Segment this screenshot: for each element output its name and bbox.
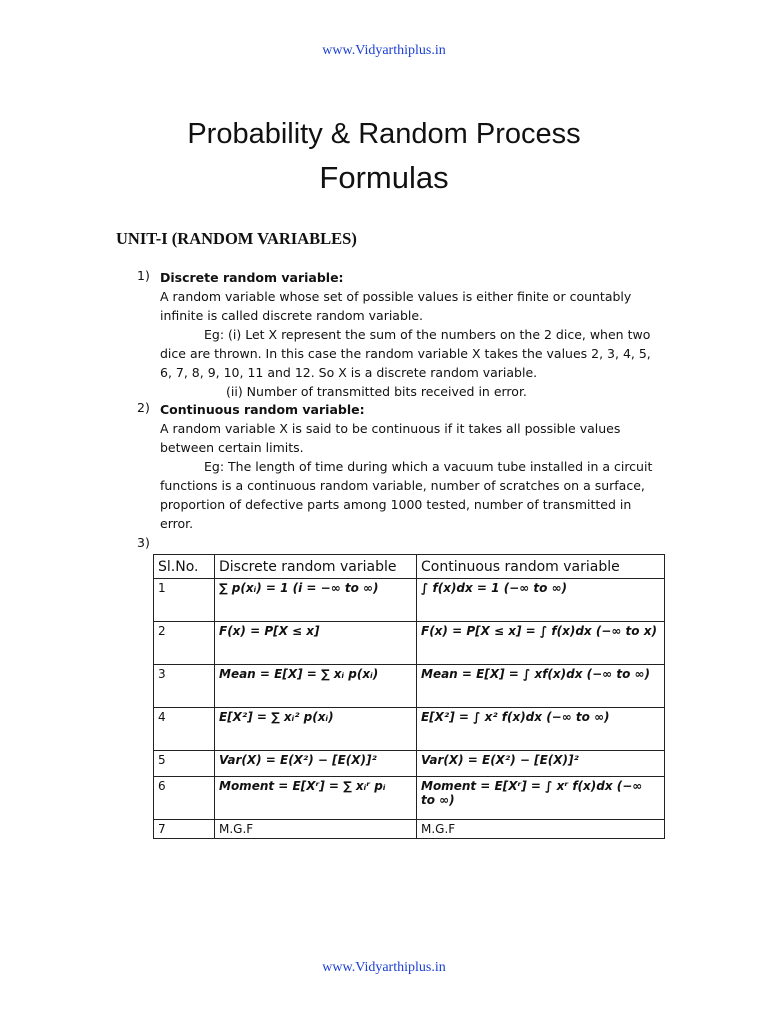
table-row [154, 708, 665, 751]
table-cell-continuous: Mean = E[X] = ∫ xf(x)dx (−∞ to ∞) [417, 665, 665, 708]
table-row [154, 665, 665, 708]
table-header-row [154, 555, 665, 579]
table-cell-continuous: E[X²] = ∫ x² f(x)dx (−∞ to ∞) [417, 708, 665, 751]
table-header: Discrete random variable [215, 555, 417, 579]
item-definition: A random variable whose set of possible values is either finite or countably infinite is called discrete random variable. [160, 289, 632, 323]
table-cell-sl: 3 [154, 665, 215, 708]
item-number: 1) [137, 268, 150, 283]
table-row [154, 579, 665, 622]
page-title-line1: Probability & Random Process [187, 118, 581, 150]
table-cell-sl: 4 [154, 708, 215, 751]
formula-table [153, 554, 665, 839]
item-continuous [160, 400, 660, 533]
item-number: 2) [137, 400, 150, 415]
table-header: Continuous random variable [417, 555, 665, 579]
table-cell-sl: 2 [154, 622, 215, 665]
table-cell-discrete: ∑ p(xᵢ) = 1 (i = −∞ to ∞) [215, 579, 417, 622]
table-cell-discrete: M.G.F [215, 820, 417, 839]
table-row [154, 820, 665, 839]
table-cell-continuous: Var(X) = E(X²) − [E(X)]² [417, 751, 665, 777]
table-cell-continuous: Moment = E[Xʳ] = ∫ xʳ f(x)dx (−∞ to ∞) [417, 777, 665, 820]
table-cell-continuous: F(x) = P[X ≤ x] = ∫ f(x)dx (−∞ to x) [417, 622, 665, 665]
table-cell-discrete: Mean = E[X] = ∑ xᵢ p(xᵢ) [215, 665, 417, 708]
item-example: Eg: (i) Let X represent the sum of the numbers on the 2 dice, when two dice are thrown. In this case the random variable X takes the values 2, 3, 4, 5, 6, 7, 8, 9, 10, 11 and 12. So X is a discrete random variable. [160, 327, 651, 380]
table-cell-sl: 7 [154, 820, 215, 839]
table-cell-discrete: Moment = E[Xʳ] = ∑ xᵢʳ pᵢ [215, 777, 417, 820]
table-cell-sl: 1 [154, 579, 215, 622]
table-row [154, 777, 665, 820]
page-title-line2: Formulas [319, 160, 449, 195]
table-row [154, 622, 665, 665]
table-header: Sl.No. [154, 555, 215, 579]
item-definition: A random variable X is said to be continuous if it takes all possible values between certain limits. [160, 421, 621, 455]
item-number: 3) [137, 535, 150, 550]
table-cell-discrete: Var(X) = E(X²) − [E(X)]² [215, 751, 417, 777]
table-cell-discrete: F(x) = P[X ≤ x] [215, 622, 417, 665]
table-cell-continuous: M.G.F [417, 820, 665, 839]
item-heading: Discrete random variable: [160, 270, 344, 285]
header-link[interactable]: www.Vidyarthiplus.in [322, 43, 446, 58]
unit-heading: UNIT-I (RANDOM VARIABLES) [116, 229, 357, 248]
item-example: (ii) Number of transmitted bits received in error. [226, 384, 527, 399]
table-cell-continuous: ∫ f(x)dx = 1 (−∞ to ∞) [417, 579, 665, 622]
item-heading: Continuous random variable: [160, 402, 365, 417]
table-cell-sl: 6 [154, 777, 215, 820]
table-cell-discrete: E[X²] = ∑ xᵢ² p(xᵢ) [215, 708, 417, 751]
footer-link[interactable]: www.Vidyarthiplus.in [322, 960, 446, 975]
item-discrete [160, 268, 660, 401]
item-example: Eg: The length of time during which a vacuum tube installed in a circuit functions is a continuous random variable, number of scratches on a surface, proportion of defective parts among 1000 tested, number of transmitted in error. [160, 459, 653, 531]
table-row [154, 751, 665, 777]
table-cell-sl: 5 [154, 751, 215, 777]
